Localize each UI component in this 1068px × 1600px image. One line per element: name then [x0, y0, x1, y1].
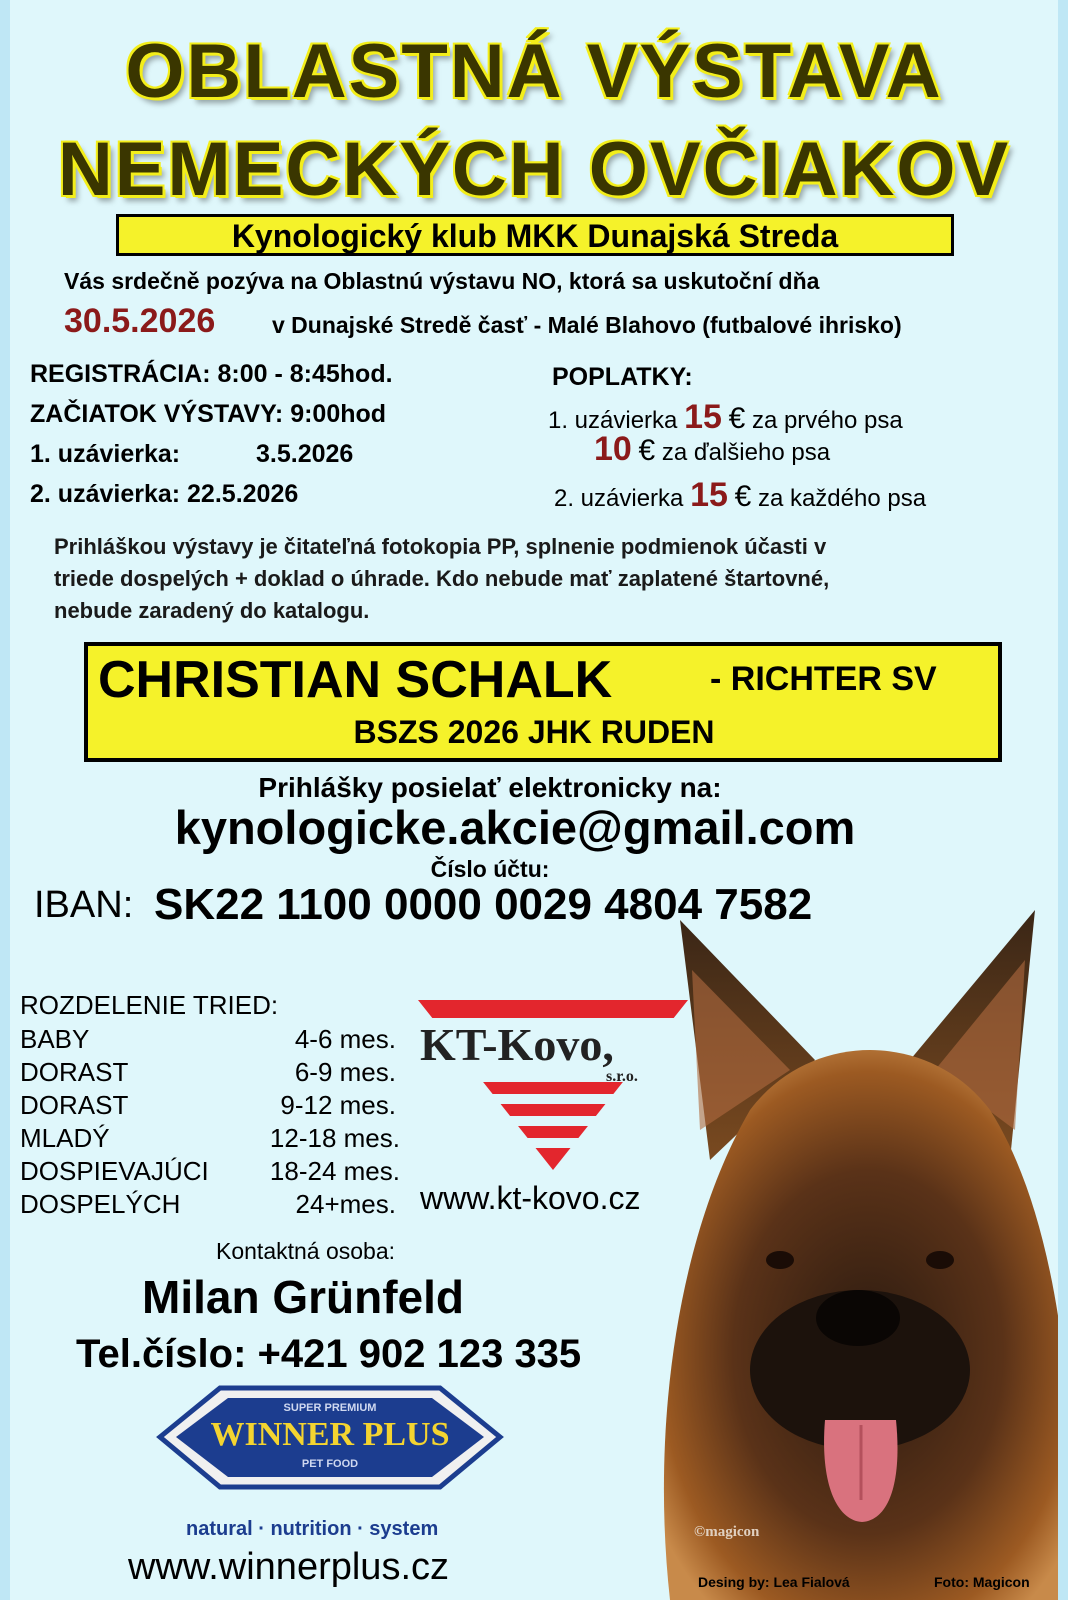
note-line-1: Prihláškou výstavy je čitateľná fotokopia PP, splnenie podmienok účasti v [54, 534, 827, 559]
fee-row-1-prefix: 1. uzávierka [548, 407, 678, 434]
event-date: 30.5.2026 [64, 302, 216, 340]
fee-row-1-suffix: za prvého psa [751, 407, 903, 434]
fee-row-3 [554, 476, 926, 515]
deadline-1-date: 3.5.2026 [256, 440, 354, 468]
account-number-label: Číslo účtu: [430, 856, 550, 882]
fee-row-1-currency: € [728, 402, 746, 435]
class-name: DOSPELÝCH [20, 1189, 181, 1219]
kt-kovo-logo-text: KT-Kovo, [420, 1019, 614, 1070]
fee-row-3-currency: € [734, 480, 752, 513]
contact-phone: Tel.číslo: +421 902 123 335 [76, 1332, 582, 1376]
iban-number: SK22 1100 0000 0029 4804 7582 [154, 880, 813, 929]
kt-kovo-logo-sub: s.r.o. [606, 1068, 638, 1085]
design-credit: Desing by: Lea Fialová [698, 1574, 850, 1590]
note-line-2: triede dospelých + doklad o úhrade. Kdo nebude mať zaplatené štartovné, [54, 566, 830, 591]
deadline-2: 2. uzávierka: 22.5.2026 [30, 480, 299, 508]
class-age: 24+mes. [295, 1189, 396, 1219]
title-line-2: NEMECKÝCH OVČIAKOV [57, 127, 1011, 212]
event-place: v Dunajské Stredě časť - Malé Blahovo (futbalové ihrisko) [272, 312, 902, 338]
class-age: 18-24 mes. [269, 1156, 400, 1186]
class-name: DORAST [20, 1057, 129, 1087]
title-line-1: OBLASTNÁ VÝSTAVA [125, 29, 943, 114]
class-age: 9-12 mes. [280, 1090, 396, 1120]
fee-row-2-amount: 10 [594, 430, 632, 468]
winner-plus-tagline: natural · nutrition · system [186, 1518, 439, 1540]
judge-role: - RICHTER SV [710, 660, 937, 698]
club-banner: Kynologický klub MKK Dunajská Streda [116, 214, 954, 256]
contact-person-name: Milan Grünfeld [142, 1271, 464, 1323]
contact-person-label: Kontaktná osoba: [216, 1238, 396, 1264]
class-name: DORAST [20, 1090, 129, 1120]
kt-kovo-logo [418, 990, 688, 1170]
fee-row-1-amount: 15 [684, 398, 722, 436]
class-name: BABY [20, 1024, 90, 1054]
winner-plus-bottom: PET FOOD [301, 1458, 359, 1470]
deadline-1-label: 1. uzávierka: [30, 440, 181, 468]
class-age: 4-6 mes. [294, 1024, 396, 1054]
winner-plus-name: WINNER PLUS [210, 1416, 450, 1453]
photo-watermark: ©magicon [694, 1524, 760, 1540]
judge-name: CHRISTIAN SCHALK [98, 651, 613, 709]
class-name: DOSPIEVAJÚCI [20, 1156, 209, 1186]
classes-heading: ROZDELENIE TRIED: [20, 990, 279, 1020]
class-name: MLADÝ [20, 1123, 110, 1153]
show-start-time: ZAČIATOK VÝSTAVY: 9:00hod [30, 400, 387, 428]
class-age: 12-18 mes. [269, 1123, 400, 1153]
fee-row-3-prefix: 2. uzávierka [554, 485, 684, 512]
registration-time: REGISTRÁCIA: 8:00 - 8:45hod. [30, 360, 393, 388]
contact-email[interactable]: kynologicke.akcie@gmail.com [174, 801, 856, 854]
kt-kovo-url[interactable]: www.kt-kovo.cz [420, 1180, 641, 1216]
fee-row-2-currency: € [638, 434, 656, 467]
class-age: 6-9 mes. [294, 1057, 396, 1087]
winner-plus-url[interactable]: www.winnerplus.cz [128, 1546, 449, 1588]
note-line-3: nebude zaradený do katalogu. [54, 598, 370, 623]
send-applications-label: Prihlášky posielať elektronicky na: [258, 772, 722, 803]
fee-row-3-amount: 15 [690, 476, 728, 514]
iban-label: IBAN: [34, 884, 134, 926]
photo-credit: Foto: Magicon [934, 1574, 1030, 1590]
german-shepherd-image [640, 900, 1068, 1600]
fee-row-2 [594, 430, 830, 469]
judge-detail: BSZS 2026 JHK RUDEN [353, 714, 715, 750]
winner-plus-top: SUPER PREMIUM [283, 1402, 377, 1414]
fees-heading: POPLATKY: [552, 363, 693, 391]
fee-row-2-suffix: za ďalšieho psa [661, 439, 831, 466]
invite-line: Vás srdečně pozýva na Oblastnú výstavu NO, ktorá sa uskutoční dňa [64, 268, 820, 294]
fee-row-3-suffix: za každého psa [757, 485, 927, 512]
